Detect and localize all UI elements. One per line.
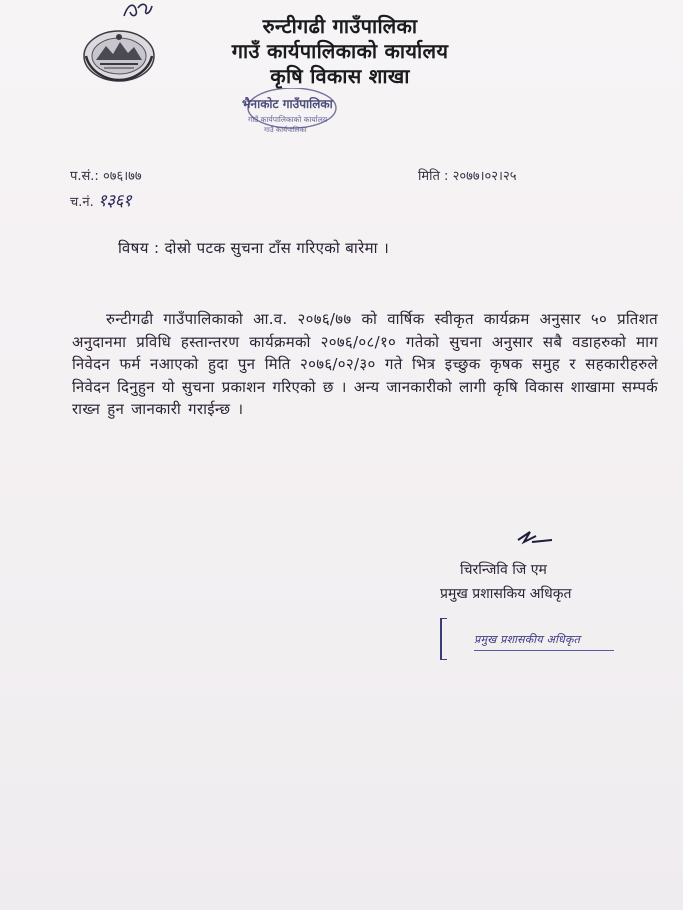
government-emblem-icon bbox=[82, 28, 156, 84]
stamp-line-3: गाउँ कार्यपालिका bbox=[264, 126, 307, 134]
stamp-line-2: गाउँ कार्यपालिकाको कार्यालय bbox=[248, 115, 328, 124]
stamp-bracket bbox=[440, 618, 447, 660]
office-stamp-seal bbox=[212, 88, 362, 136]
signature-mark bbox=[512, 526, 558, 550]
subject-line: विषय : दोस्रो पटक सुचना टाँस गरिएको बारेमा । bbox=[118, 239, 390, 257]
signatory-title: प्रमुख प्रशासकिय अधिकृत bbox=[440, 586, 572, 602]
dispatch-number-handwritten: १३६१ bbox=[97, 191, 132, 211]
office-name: गाउँ कार्यपालिकाको कार्यालय bbox=[231, 39, 449, 63]
signatory-name: चिरन्जिवि जि एम bbox=[460, 562, 547, 578]
designation-stamp-text: प्रमुख प्रशासकीय अधिकृत bbox=[474, 633, 581, 646]
letter-number: प.सं.: ०७६।७७ bbox=[70, 169, 142, 184]
stamp-line-1: भैनाकोट गाउँपालिका bbox=[242, 97, 333, 111]
letterhead bbox=[150, 14, 530, 89]
dispatch-number bbox=[70, 188, 131, 211]
designation-stamp bbox=[440, 618, 620, 660]
municipality-name: रुन्टीगढी गाउँपालिका bbox=[262, 14, 418, 38]
stamp-underline bbox=[474, 650, 614, 651]
letter-date: मिति : २०७७।०२।२५ bbox=[418, 169, 517, 184]
dispatch-label: च.नं. bbox=[70, 195, 94, 210]
section-name: कृषि विकास शाखा bbox=[270, 64, 410, 88]
letter-body: रुन्टीगढी गाउँपालिकाको आ.व. २०७६/७७ को वार्षिक स्वीकृत कार्यक्रम अनुसार ५० प्रतिशत अनुदानमा प्रविधि हस्तान्तरण कार्यक्रमको २०७६/०८/१० गतेको सुचना अनुसार सबै वडाहरुको माग निवेदन फर्म नआएको हुदा पुन मिति २०७६/०२/३० गते भित्र इच्छुक कृषक समुह र सहकारीहरुले निवेदन दिनुहुन यो सुचना प्रकाशन गरिएको छ । अन्य जानकारीको लागी कृषि विकास शाखामा सम्पर्क राख्न हुन जानकारी गराईन्छ । bbox=[72, 310, 658, 418]
